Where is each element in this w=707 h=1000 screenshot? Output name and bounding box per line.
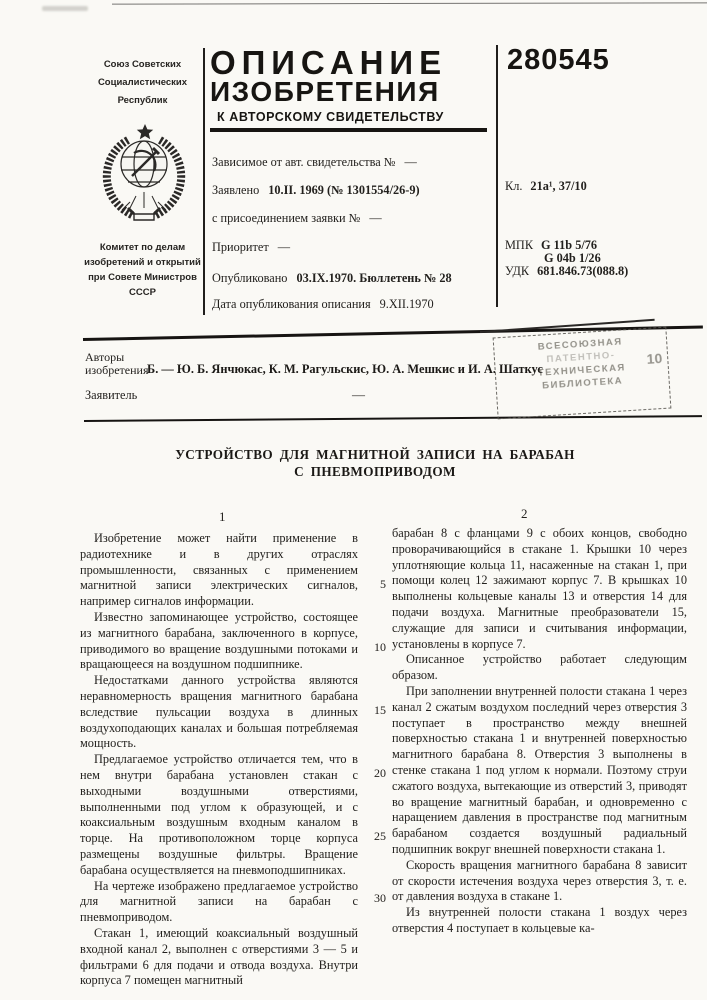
stamp-line: ВСЕСОЮЗНАЯ bbox=[537, 336, 623, 353]
field-label: Заявлено bbox=[212, 183, 260, 197]
field-label: Дата опубликования описания bbox=[212, 297, 371, 311]
field-label: МПК bbox=[505, 238, 534, 252]
field-label: Приоритет bbox=[212, 240, 269, 254]
paragraph: Предлагаемое устройство отличается тем, что в нем внутри барабана установлен стакан с выходными воздушными отверстиями, выполненными под углом к образующей, и с коаксиальным воздушным входным каналом в торце. На противоположном торце корпуса размещены воздушные фильтры. Вращение барабана осуществляется на пневмоподшипниках. bbox=[80, 752, 358, 877]
paragraph: При заполнении внутренней полости стакана 1 через канал 2 сжатым воздухом последний через отверстия 3 поступает в пространство между внешней поверхностью стакана 1 и внутренней поверхностью магнитного барабана 8. Отверстия 3 выполнены в стенке стакана 1 под углом к нормали. Поэтому струи сжатого воздуха, вытекающие из отверстий 3, приводят во вращение магнитный барабан, и одновременно с наращением давления в пространстве под магнитным барабаном создается воздушный радиальный подшипник вокруг внешней поверхности стакана 1. bbox=[392, 683, 687, 856]
applicant-value: — bbox=[352, 387, 365, 402]
body-column-left bbox=[80, 531, 358, 989]
top-scan-line bbox=[112, 2, 707, 5]
body-column-right bbox=[392, 526, 687, 937]
authors-label-line: Авторы bbox=[85, 350, 125, 364]
line-number: 25 bbox=[374, 829, 386, 843]
authors-label-line: изобретения bbox=[85, 363, 149, 377]
doc-type-title: ОПИСАНИЕ bbox=[210, 44, 448, 81]
committee-line: изобретений и открытий bbox=[84, 257, 201, 268]
field-class bbox=[505, 179, 587, 194]
committee-line: СССР bbox=[129, 287, 156, 298]
field-filed bbox=[212, 183, 492, 198]
field-value: 03.IX.1970. Бюллетень № 28 bbox=[296, 271, 452, 285]
field-description-date bbox=[212, 297, 492, 312]
field-value: 9.XII.1970 bbox=[379, 297, 434, 311]
paragraph: Описанное устройство работает следующим образом. bbox=[392, 652, 687, 683]
field-value: 21a¹, 37/10 bbox=[530, 179, 587, 193]
patent-number: 280545 bbox=[507, 44, 610, 76]
line-number: 30 bbox=[374, 891, 386, 905]
field-value: G 11b 5/76 bbox=[541, 238, 598, 252]
paragraph: Стакан 1, имеющий коаксиальный воздушный входной канал 2, выполнен с отверстиями 3 — 5 и фильтрами 6 для подачи и отвода воздуха. Внутри корпуса 7 помещен магнитный bbox=[80, 925, 358, 988]
stamp-line: ПАТЕНТНО- bbox=[546, 349, 616, 366]
paragraph: Скорость вращения магнитного барабана 8 зависит от скорости истечения воздуха через отверстия 3, т. е. от давления воздуха в стакане 1. bbox=[392, 857, 687, 904]
doc-subtitle: К АВТОРСКОМУ СВИДЕТЕЛЬСТВУ bbox=[217, 110, 444, 124]
line-number: 15 bbox=[374, 703, 386, 717]
ussr-coat-of-arms-icon bbox=[98, 120, 188, 223]
paragraph: Изобретение может найти применение в радиотехнике и в других отраслях промышленности, связанных с применением магнитной записи электрических сигналов, например сигналов информации. bbox=[80, 531, 358, 609]
line-number: 5 bbox=[380, 577, 386, 591]
header-divider-left bbox=[203, 48, 205, 315]
committee-name bbox=[50, 240, 235, 300]
applicant-label: Заявитель bbox=[85, 388, 138, 402]
field-label: с присоединением заявки № bbox=[212, 211, 361, 225]
authors-names: Б. — Ю. Б. Янчюкас, К. М. Рагульскис, Ю. А. Мешкис и И. А. Шаткус bbox=[147, 362, 543, 376]
column-1-header: 1 bbox=[219, 509, 226, 524]
line-number: 20 bbox=[374, 766, 386, 780]
committee-line: Комитет по делам bbox=[99, 242, 186, 253]
field-label: УДК bbox=[505, 264, 530, 278]
field-udk bbox=[505, 264, 628, 279]
field-value: — bbox=[404, 155, 417, 169]
paragraph: На чертеже изображено предлагаемое устройство для магнитной записи на барабан с пневмоприводом. bbox=[80, 878, 358, 925]
header-divider-right bbox=[496, 45, 498, 307]
field-value: G 04b 1/26 bbox=[544, 251, 601, 265]
stamp-line: ТЕХНИЧЕСКАЯ bbox=[537, 362, 627, 379]
field-priority bbox=[212, 240, 492, 255]
union-name bbox=[50, 56, 235, 110]
union-name-line: Социалистических bbox=[97, 77, 188, 88]
scan-smudge bbox=[42, 6, 88, 11]
paragraph: барабан 8 с фланцами 9 с обоих концов, свободно проворачивающийся в стакане 1. Крышки 10 через уплотняющие кольца 11, насаженные на стакан 1, при помощи колец 12 зажимают корпус 7. В крышках 10 выполнены кольцевые каналы 13 и отверстия 14 для подачи воздуха. Магнитные преобразователи 15, служащие для записи и считывания информации, установлены в корпусе 7. bbox=[392, 526, 687, 651]
field-value: — bbox=[369, 211, 382, 225]
field-value: — bbox=[277, 240, 290, 254]
rule-below-authors bbox=[84, 415, 702, 422]
field-value: 681.846.73(088.8) bbox=[537, 264, 629, 278]
doc-type-title-2: ИЗОБРЕТЕНИЯ bbox=[210, 76, 440, 107]
union-name-line: Республик bbox=[117, 95, 168, 106]
stamp-number: 10 bbox=[646, 349, 663, 367]
committee-line: при Совете Министров bbox=[88, 272, 197, 283]
field-label: Зависимое от авт. свидетельства № bbox=[212, 155, 396, 169]
subtitle-underline bbox=[210, 128, 487, 132]
field-label: Кл. bbox=[505, 179, 523, 193]
field-value: 10.II. 1969 (№ 1301554/26-9) bbox=[268, 183, 420, 197]
invention-title-line: С ПНЕВМОПРИВОДОМ bbox=[294, 463, 456, 479]
field-dependent bbox=[212, 155, 492, 170]
column-2-header: 2 bbox=[521, 506, 528, 521]
paragraph: Недостатками данного устройства являются неравномерность вращения магнитного барабана вследствие пульсации воздуха в длинных воздухоподающих каналах и большая потребляемая мощность. bbox=[80, 673, 358, 751]
field-published bbox=[212, 271, 492, 286]
invention-title bbox=[85, 447, 665, 480]
field-label: Опубликовано bbox=[212, 271, 288, 285]
authors-label bbox=[85, 351, 148, 377]
paragraph: Известно запоминающее устройство, состоящее из магнитного барабана, заключенного в корпусе, приводимого во вращение воздушными потоками и вращающееся на воздушном подшипнике. bbox=[80, 609, 358, 672]
invention-title-line: УСТРОЙСТВО ДЛЯ МАГНИТНОЙ ЗАПИСИ НА БАРАБАН bbox=[175, 447, 575, 462]
stamp-line: БИБЛИОТЕКА bbox=[541, 375, 624, 392]
line-number: 10 bbox=[374, 640, 386, 654]
field-joined-application bbox=[212, 211, 492, 226]
union-name-line: Союз Советских bbox=[103, 59, 182, 70]
paragraph: Из внутренней полости стакана 1 воздух через отверстия 4 поступает в кольцевые ка- bbox=[392, 905, 687, 935]
